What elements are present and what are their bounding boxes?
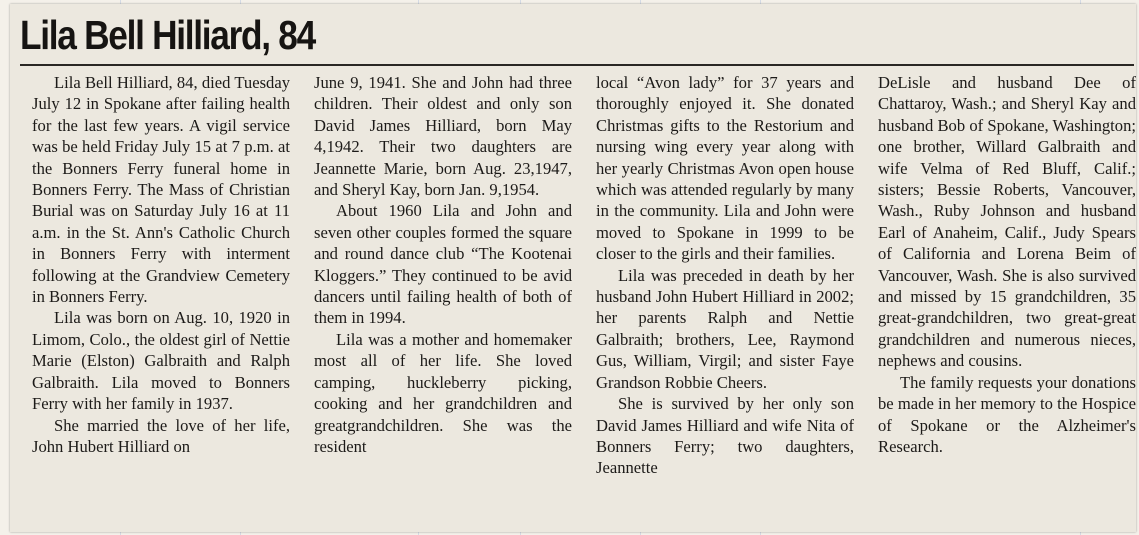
paragraph: About 1960 Lila and John and seven other couples formed the square and round dance club “The Kootenai Kloggers.” They continued to be avid dancers until failing health of both of them in 1994. <box>314 201 572 328</box>
headline-rule <box>20 64 1134 66</box>
paragraph: She married the love of her life, John Hubert Hilliard on <box>32 415 290 456</box>
paragraph: Lila was born on Aug. 10, 1920 in Limom, Colo., the oldest girl of Nettie Marie (Elston) Galbraith and Ralph Galbraith. Lila moved to Bonners Ferry with her family in 1937. <box>32 308 290 414</box>
paragraph: Lila Bell Hilliard, 84, died Tuesday July 12 in Spokane after failing health for the last few years. A vigil service was be held Friday July 15 at 7 p.m. at the Bonners Ferry funeral home in Bonners Ferry. The Mass of Christian Burial was on Saturday July 16 at 11 a.m. in the St. Ann's Catholic Church in Bonners Ferry with interment following at the Grandview Cemetery in Bonners Ferry. <box>32 73 290 307</box>
text-column-2 <box>314 72 572 530</box>
text-column-3 <box>596 72 854 530</box>
paragraph: The family requests your donations be made in her memory to the Hospice of Spokane or the Alzheimer's Research. <box>878 372 1136 456</box>
newspaper-clipping <box>10 4 1136 532</box>
paragraph: She is survived by her only son David James Hilliard and wife Nita of Bonners Ferry; two daughters, Jeannette <box>596 394 854 478</box>
text-column-1 <box>32 72 290 530</box>
paragraph: local “Avon lady” for 37 years and thoroughly enjoyed it. She donated Christmas gifts to the Restorium and nursing wing every year along with her yearly Christmas Avon open house which was attended regularly by many in the community. Lila and John were moved to Spokane in 1999 to be closer to the girls and their families. <box>596 73 854 264</box>
text-column-4 <box>878 72 1136 530</box>
paragraph: Lila was preceded in death by her husband John Hubert Hilliard in 2002; her parents Ralph and Nettie Galbraith; brothers, Lee, Raymond Gus, William, Virgil; and sister Faye Grandson Robbie Cheers. <box>596 265 854 392</box>
paragraph: DeLisle and husband Dee of Chattaroy, Wash.; and Sheryl Kay and husband Bob of Spokane, Washington; one brother, Willard Galbraith and wife Velma of Red Bluff, Calif.; sisters; Bessie Roberts, Vancouver, Wash., Ruby Johnson and husband Earl of Anaheim, Calif., Judy Spears of California and Lorena Beim of Vancouver, Wash. She is also survived and missed by 15 grandchildren, 35 great-grandchildren, two great-great grandchildren and numerous nieces, nephews and cousins. <box>878 73 1136 371</box>
headline: Lila Bell Hilliard, 84 <box>20 12 315 58</box>
paragraph: June 9, 1941. She and John had three children. Their oldest and only son David James Hilliard, born May 4,1942. Their two daughters are Jeannette Marie, born Aug. 23,1947, and Sheryl Kay, born Jan. 9,1954. <box>314 73 572 200</box>
paragraph: Lila was a mother and homemaker most all of her life. She loved camping, huckleberry picking, cooking and her grandchildren and greatgrandchildren. She was the resident <box>314 329 572 456</box>
article-body <box>32 72 1139 530</box>
